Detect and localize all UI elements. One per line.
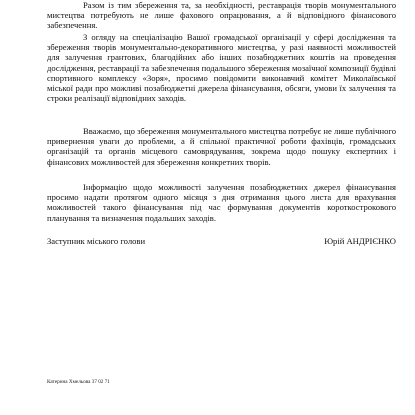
paragraph-cooperation: Вважаємо, що збереження монументального мистецтва потребує не лише публічного привернення уваги до проблеми, а й спільної практичної роботи фахівців, громадських організацій та органів місцевого самоврядування, зокрема щодо пошуку експертних і фінансових можливостей для збереження конкретних творів. [47, 126, 396, 167]
paragraph-deadline: Інформацію щодо можливості залучення позабюджетних джерел фінансування просимо надати протягом одного місяця з дня отримання цього листа для врахування можливостей такого фінансування під час формування документів короткострокового планування та визначення подальших заходів. [47, 182, 396, 223]
signatory-position: Заступник міського голови [47, 236, 146, 246]
signatory-name: Юрій АНДРІЄНКО [324, 236, 396, 246]
paragraph-funding-request: З огляду на спеціалізацію Вашої громадської організації у сфері дослідження та збереження творів монументально-декоративного мистецтва, у разі наявності можливостей для залучення грантових, благодійних або інших позабюджетних коштів на проведення дослідження, реставрації та забезпечення подальшого збереження мозаїчної композиції будівлі спортивного комплексу «Зоря», просимо повідомити виконавчий комітет Миколаївської міської ради про можливі позабюджетні джерела фінансування, обсяги, умови їх залучення та строки реалізації відповідних заходів. [47, 32, 396, 104]
executor-contact: Катерина Хмельова 37 02 71 [47, 379, 110, 385]
signature-block [47, 236, 396, 246]
paragraph-financial-support: Разом із тим збереження та, за необхідності, реставрація творів монументального мистецтва потребують не лише фахового опрацювання, а й відповідного фінансового забезпечення. [47, 0, 396, 31]
